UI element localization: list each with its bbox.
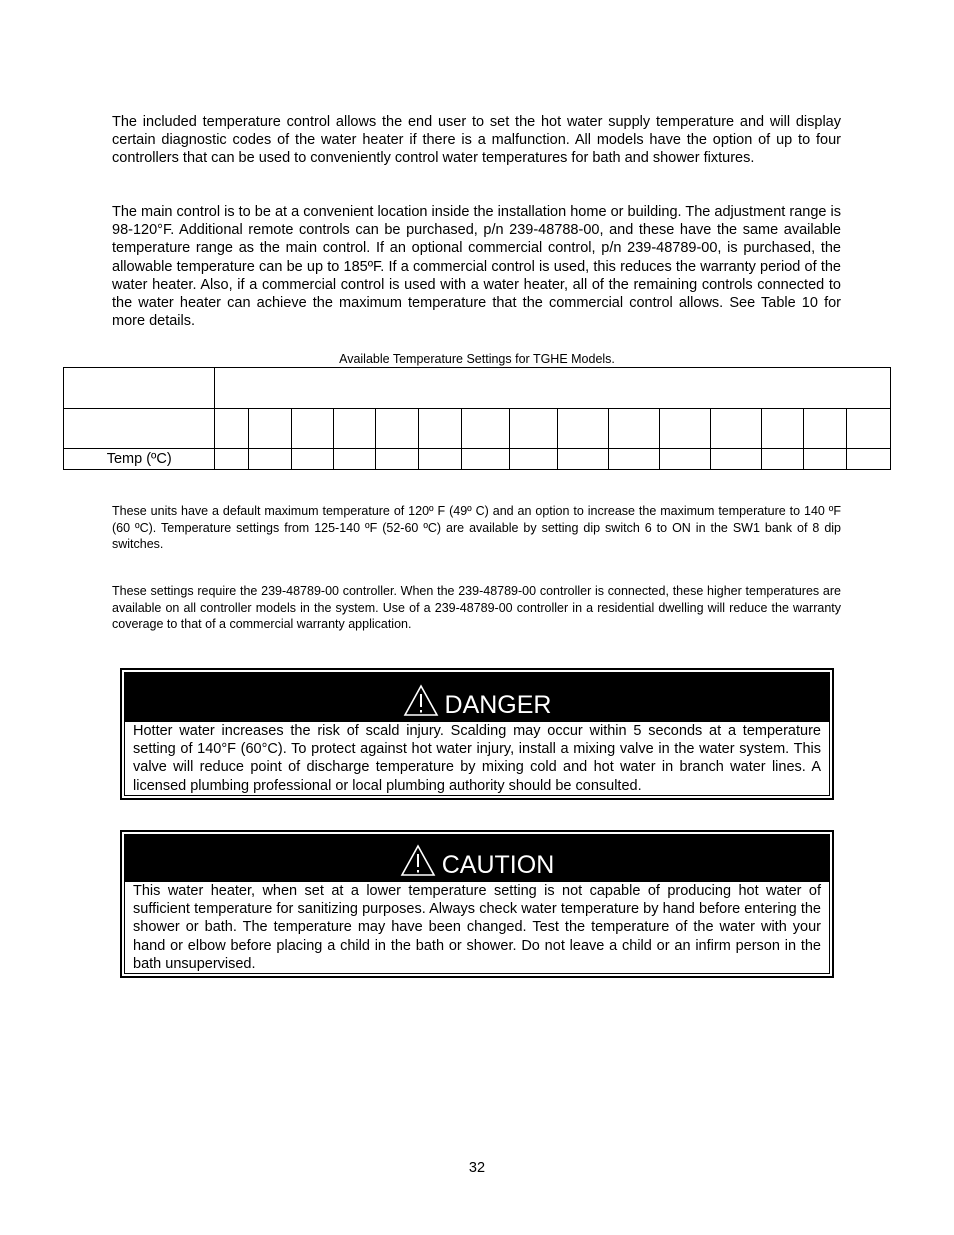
table-cell	[761, 449, 803, 470]
table-cell	[804, 409, 847, 449]
caution-header	[124, 834, 830, 881]
table-cell	[710, 409, 761, 449]
table-caption: Available Temperature Settings for TGHE Models.	[339, 352, 615, 366]
table-cell	[333, 409, 375, 449]
table-cell	[609, 449, 660, 470]
table-cell	[847, 409, 891, 449]
celsius-row-label: Temp (ºC)	[64, 449, 215, 470]
caution-title: CAUTION	[441, 851, 555, 879]
table-cell	[847, 449, 891, 470]
table-cell	[462, 449, 510, 470]
table-row-fahrenheit	[64, 409, 891, 449]
table-cell	[291, 449, 333, 470]
warning-triangle-icon	[400, 844, 436, 877]
page-number: 32	[468, 1160, 486, 1176]
caution-box	[120, 830, 834, 978]
intro-paragraph-1: The included temperature control allows the end user to set the hot water supply temperature and will display certain diagnostic codes of the water heater if there is a malfunction. All models have the option of up to four controllers that can be used to conveniently control water temperatures for bath and shower fixtures.	[112, 114, 841, 167]
table-cell	[249, 409, 291, 449]
table-cell	[761, 409, 803, 449]
danger-header	[124, 672, 830, 721]
warning-triangle-icon	[403, 684, 439, 717]
danger-title: DANGER	[444, 691, 552, 719]
table-cell	[418, 449, 461, 470]
table-cell	[509, 449, 558, 470]
note-paragraph-2: These settings require the 239-48789-00 controller. When the 239-48789-00 controller is connected, these higher temperatures are available on all controller models in the system. Use of a 239-48789-00 controller in a residential dwelling will reduce the warranty coverage to that of a commercial warranty application.	[112, 584, 841, 632]
table-cell	[376, 449, 418, 470]
danger-box	[120, 668, 834, 800]
table-cell	[376, 409, 418, 449]
table-cell	[418, 409, 461, 449]
table-cell	[215, 409, 249, 449]
table-cell	[558, 409, 609, 449]
table-cell	[333, 449, 375, 470]
note-paragraph-1: These units have a default maximum temperature of 120º F (49º C) and an option to increase the maximum temperature to 140 ºF (60 ºC). Temperature settings from 125-140 ºF (52-60 ºC) are available by setting dip switch 6 to ON in the SW1 bank of 8 dip switches.	[112, 504, 841, 552]
table-cell	[64, 409, 215, 449]
table-row-header	[64, 368, 891, 409]
table-cell	[509, 409, 558, 449]
table-cell	[558, 449, 609, 470]
table-cell	[462, 409, 510, 449]
table-row-celsius	[64, 449, 891, 470]
table-cell	[291, 409, 333, 449]
table-cell	[64, 368, 215, 409]
table-cell	[660, 449, 711, 470]
table-cell	[215, 449, 249, 470]
table-cell	[804, 449, 847, 470]
caution-text: This water heater, when set at a lower temperature setting is not capable of producing hot water of sufficient temperature for sanitizing purposes. Always check water temperature by hand before entering the shower or bath. The temperature may have been changed. Test the temperature of the water with your hand or elbow before placing a child in the bath or shower. Do not leave a child or an infirm person in the bath unsupervised.	[124, 881, 830, 974]
table-cell	[215, 368, 891, 409]
intro-paragraph-2: The main control is to be at a convenient location inside the installation home or building. The adjustment range is 98-120°F. Additional remote controls can be purchased, p/n 239-48788-00, and these have the same available temperature range as the main control. If an optional commercial control, p/n 239-48789-00, is purchased, the allowable temperature can be up to 185ºF. If a commercial control is used, this reduces the warranty period of the water heater. Also, if a commercial control is used with a water heater, all of the remaining controls connected to the water heater can achieve the maximum temperature that the commercial control allows. See Table 10 for more details.	[112, 204, 841, 330]
table-cell	[249, 449, 291, 470]
danger-text: Hotter water increases the risk of scald injury. Scalding may occur within 5 seconds at a temperature setting of 140°F (60°C). To protect against hot water injury, install a mixing valve in the water system. This valve will reduce point of discharge temperature by mixing cold and hot water in branch water lines. A licensed plumbing professional or local plumbing authority should be consulted.	[124, 721, 830, 796]
temperature-table	[63, 367, 891, 470]
table-cell	[710, 449, 761, 470]
table-cell	[660, 409, 711, 449]
table-cell	[609, 409, 660, 449]
